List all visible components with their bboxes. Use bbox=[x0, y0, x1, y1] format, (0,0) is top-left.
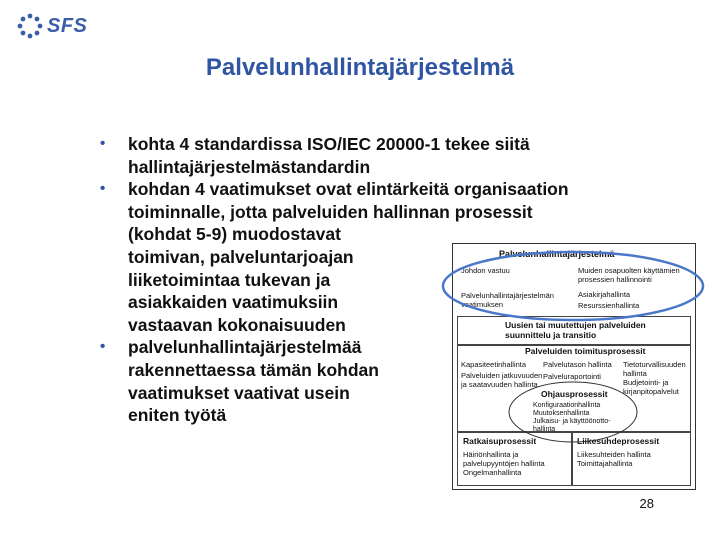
diagram-item: kirjanpitopalvelut bbox=[623, 387, 679, 396]
control-ellipse bbox=[509, 382, 637, 442]
diagram-item: ja saatavuuden hallinta bbox=[461, 380, 538, 389]
diagram-item: Palvelunhallintajärjestelmän bbox=[461, 291, 554, 300]
bullet-line: rakennettaessa tämän kohdan bbox=[128, 359, 379, 380]
relationship-title: Liikesuhdeprosessit bbox=[577, 436, 660, 446]
bullet-line: vaatimukset vaativat usein bbox=[128, 382, 350, 403]
highlight-ellipse bbox=[443, 249, 703, 320]
page-number: 28 bbox=[639, 496, 654, 511]
bullet-line: kohdan 4 vaatimukset ovat elintärkeitä organisaation bbox=[128, 179, 569, 200]
resolution-title: Ratkaisuprosessit bbox=[463, 436, 537, 446]
diagram-item: Muiden osapuolten käyttämien bbox=[578, 266, 680, 275]
bullet-line: toimivan, palveluntarjoajan bbox=[128, 246, 354, 267]
bullet-icon: • bbox=[100, 180, 106, 198]
logo-text: SFS bbox=[47, 15, 88, 37]
diagram-title: Palvelunhallintajärjestelmä bbox=[499, 249, 615, 259]
diagram-item: Ongelmanhallinta bbox=[463, 468, 522, 477]
diagram-item: palvelupyyntöjen hallinta bbox=[463, 459, 545, 468]
bullet-line: (kohdat 5-9) muodostavat bbox=[128, 224, 341, 245]
change-title: suunnittelu ja transitio bbox=[505, 330, 597, 340]
diagram-item: Resurssienhallinta bbox=[578, 301, 640, 310]
diagram-item: Konfiguraationhallinta bbox=[533, 402, 601, 409]
bullet-icon: • bbox=[100, 338, 106, 356]
diagram-item: Palveluraportointi bbox=[543, 372, 601, 381]
bullet-line: toiminnalle, jotta palveluiden hallinnan prosessit bbox=[128, 201, 533, 222]
bullet-line: palvelunhallintajärjestelmää bbox=[128, 337, 362, 358]
diagram-item: Johdon vastuu bbox=[461, 266, 510, 275]
diagram-item: Kapasiteetinhallinta bbox=[461, 360, 527, 369]
diagram-item: Liikesuhteiden hallinta bbox=[577, 450, 651, 459]
diagram-item: Asiakirjahallinta bbox=[578, 290, 631, 299]
delivery-title: Palveluiden toimitusprosessit bbox=[525, 346, 646, 356]
change-title: Uusien tai muutettujen palveluiden bbox=[505, 320, 646, 330]
diagram-item: vaatimuksen bbox=[461, 300, 504, 309]
diagram-item: Toimittajahallinta bbox=[577, 459, 633, 468]
diagram-item: Julkaisu- ja käyttöönotto- bbox=[533, 418, 611, 425]
diagram-item: Palvelutason hallinta bbox=[543, 360, 612, 369]
diagram-item: Budjetointi- ja bbox=[623, 378, 669, 387]
bullet-line: vastaavan kokonaisuuden bbox=[128, 314, 346, 335]
diagram-item: Tietoturvallisuuden bbox=[623, 360, 686, 369]
bullet-line: liiketoimintaa tukevan ja bbox=[128, 269, 331, 290]
bullet-text: kohta 4 standardissa ISO/IEC 20000-1 tekee siitä hallintajärjestelmästandardin bbox=[128, 134, 530, 177]
diagram-item: Häiriönhallinta ja bbox=[463, 450, 519, 459]
diagram-item: hallinta bbox=[623, 369, 647, 378]
diagram-item: hallinta bbox=[533, 426, 556, 433]
bullet-line: asiakkaiden vaatimuksiin bbox=[128, 292, 339, 313]
control-title: Ohjausprosessit bbox=[541, 389, 608, 399]
diagram-item: prosessien hallinnointi bbox=[578, 275, 652, 284]
diagram-item: Palveluiden jatkuvuuden bbox=[461, 371, 543, 380]
slide-title: Palvelunhallintajärjestelmä bbox=[205, 54, 515, 81]
bullet-icon: • bbox=[100, 135, 106, 152]
diagram-item: Muutoksenhallinta bbox=[533, 410, 590, 417]
bullet-line: eniten työtä bbox=[128, 405, 227, 426]
